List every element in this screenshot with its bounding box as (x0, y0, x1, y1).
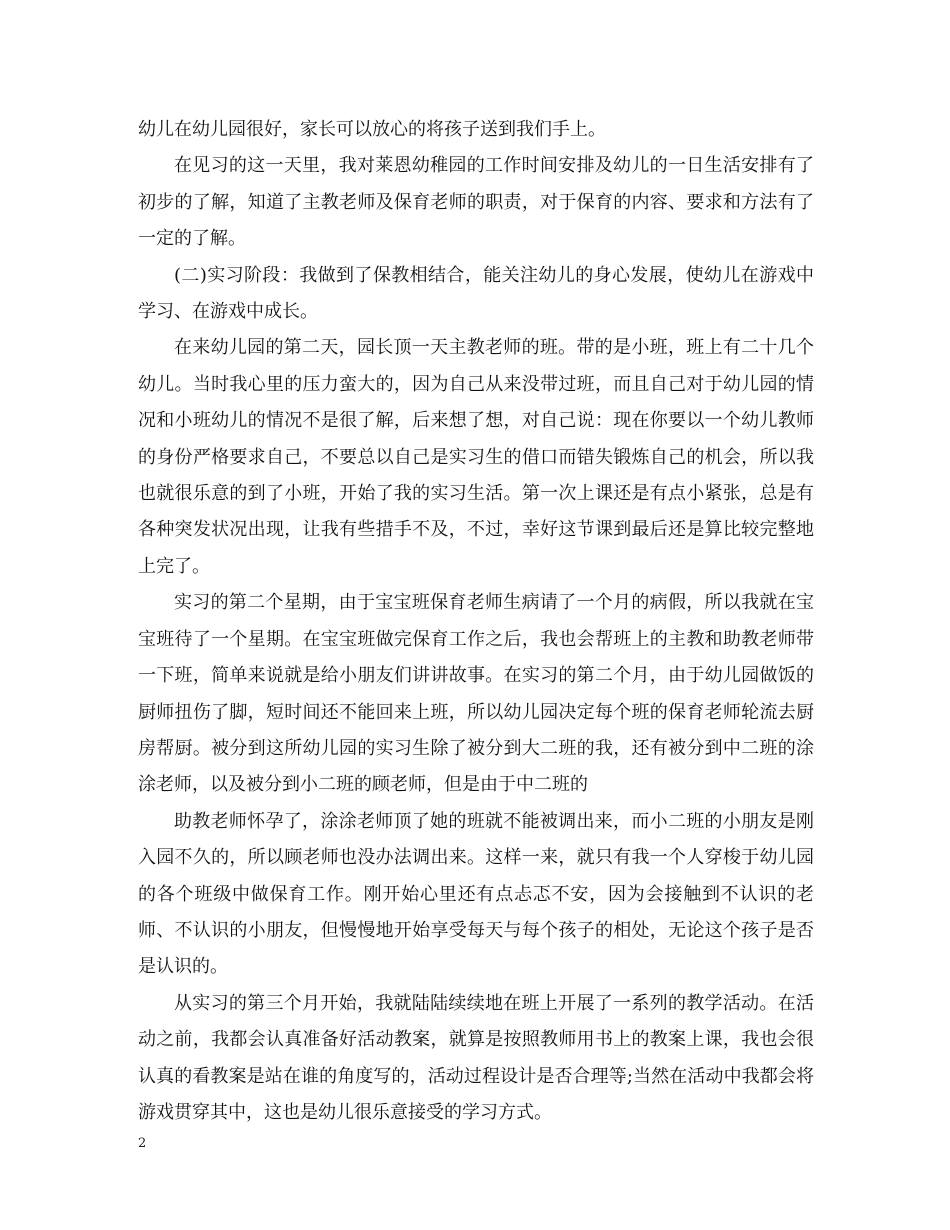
paragraph-3: (二)实习阶段：我做到了保教相结合，能关注幼儿的身心发展，使幼儿在游戏中学习、在游戏中成长。 (138, 264, 814, 323)
paragraph-4: 在来幼儿园的第二天，园长顶一天主教老师的班。带的是小班，班上有二十几个幼儿。当时我心里的压力蛮大的，因为自己从来没带过班，而且自己对于幼儿园的情况和小班幼儿的情况不是很了解，后来想了想，对自己说：现在你要以一个幼儿教师的身份严格要求自己，不要总以自己是实习生的借口而错失锻炼自己的机会，所以我也就很乐意的到了小班，开始了我的实习生活。第一次上课还是有点小紧张，总是有各种突发状况出现，让我有些措手不及，不过，幸好这节课到最后还是算比较完整地上完了。 (138, 337, 814, 577)
paragraph-1: 幼儿在幼儿园很好，家长可以放心的将孩子送到我们手上。 (138, 119, 606, 140)
paragraph-7: 从实习的第三个月开始，我就陆陆续续地在班上开展了一系列的教学活动。在活动之前，我都会认真准备好活动教案，就算是按照教师用书上的教案上课，我也会很认真的看教案是站在谁的角度写的，活动过程设计是否合理等;当然在活动中我都会将游戏贯穿其中，这也是幼儿很乐意接受的学习方式。 (138, 992, 814, 1123)
document-body (138, 112, 814, 1131)
paragraph-5: 实习的第二个星期，由于宝宝班保育老师生病请了一个月的病假，所以我就在宝宝班待了一个星期。在宝宝班做完保育工作之后，我也会帮班上的主教和助教老师带一下班，简单来说就是给小朋友们讲讲故事。在实习的第二个月，由于幼儿园做饭的厨师扭伤了脚，短时间还不能回来上班，所以幼儿园决定每个班的保育老师轮流去厨房帮厨。被分到这所幼儿园的实习生除了被分到大二班的我，还有被分到中二班的涂涂老师，以及被分到小二班的顾老师，但是由于中二班的 (138, 592, 814, 796)
paragraph-6: 助教老师怀孕了，涂涂老师顶了她的班就不能被调出来，而小二班的小朋友是刚入园不久的，所以顾老师也没办法调出来。这样一来，就只有我一个人穿梭于幼儿园的各个班级中做保育工作。刚开始心里还有点忐忑不安，因为会接触到不认识的老师、不认识的小朋友，但慢慢地开始享受每天与每个孩子的相处，无论这个孩子是否是认识的。 (138, 810, 814, 978)
paragraph-2: 在见习的这一天里，我对莱恩幼稚园的工作时间安排及幼儿的一日生活安排有了初步的了解，知道了主教老师及保育老师的职责，对于保育的内容、要求和方法有了一定的了解。 (138, 155, 814, 250)
page-number: 2 (138, 1136, 147, 1151)
